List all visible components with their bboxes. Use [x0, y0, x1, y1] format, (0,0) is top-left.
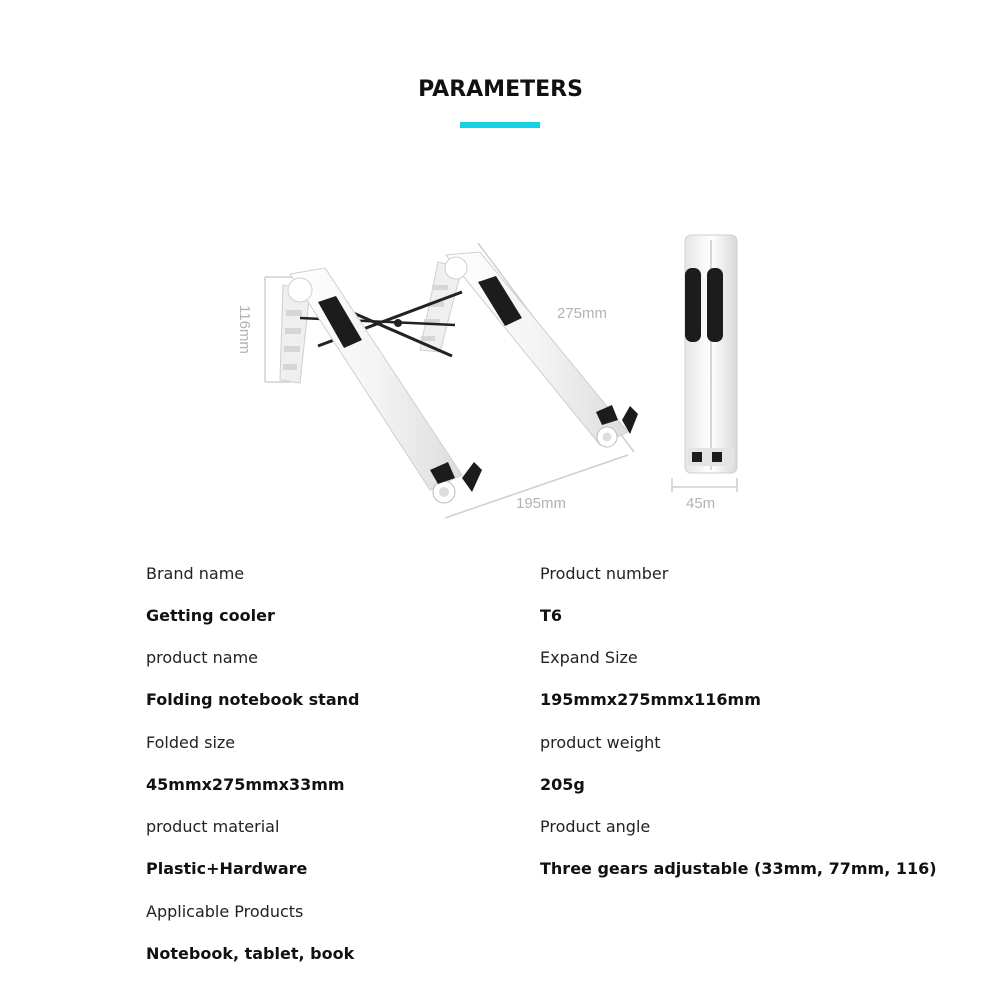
- spec-value-expand-size: 195mmx275mmx116mm: [540, 690, 761, 709]
- folded-width-dimension: [672, 478, 737, 512]
- spec-label-applicable-products: Applicable Products: [146, 902, 304, 921]
- spec-value-folded-size: 45mmx275mmx33mm: [146, 775, 345, 794]
- spec-label-product-name: product name: [146, 648, 258, 667]
- page-title: PARAMETERS: [418, 77, 583, 102]
- spec-value-product-weight: 205g: [540, 775, 585, 794]
- spec-value-product-angle: Three gears adjustable (33mm, 77mm, 116): [540, 859, 937, 878]
- spec-value-applicable-products: Notebook, tablet, book: [146, 944, 355, 963]
- stand-folded-view: [685, 235, 737, 473]
- spec-value-product-number: T6: [540, 606, 563, 625]
- length-label: 275mm: [557, 305, 608, 322]
- folded-width-label: 45m: [686, 495, 716, 512]
- depth-label: 195mm: [516, 495, 567, 512]
- spec-value-product-material: Plastic+Hardware: [146, 859, 308, 878]
- spec-value-product-name: Folding notebook stand: [146, 690, 360, 709]
- spec-label-product-number: Product number: [540, 564, 669, 583]
- spec-label-folded-size: Folded size: [146, 733, 236, 752]
- spec-label-product-weight: product weight: [540, 733, 661, 752]
- spec-value-brand-name: Getting cooler: [146, 606, 275, 625]
- height-label: 116mm: [236, 305, 253, 354]
- spec-label-brand-name: Brand name: [146, 564, 245, 583]
- stand-arm-right: [445, 252, 638, 447]
- spec-label-product-angle: Product angle: [540, 817, 651, 836]
- spec-label-product-material: product material: [146, 817, 280, 836]
- spec-label-expand-size: Expand Size: [540, 648, 638, 667]
